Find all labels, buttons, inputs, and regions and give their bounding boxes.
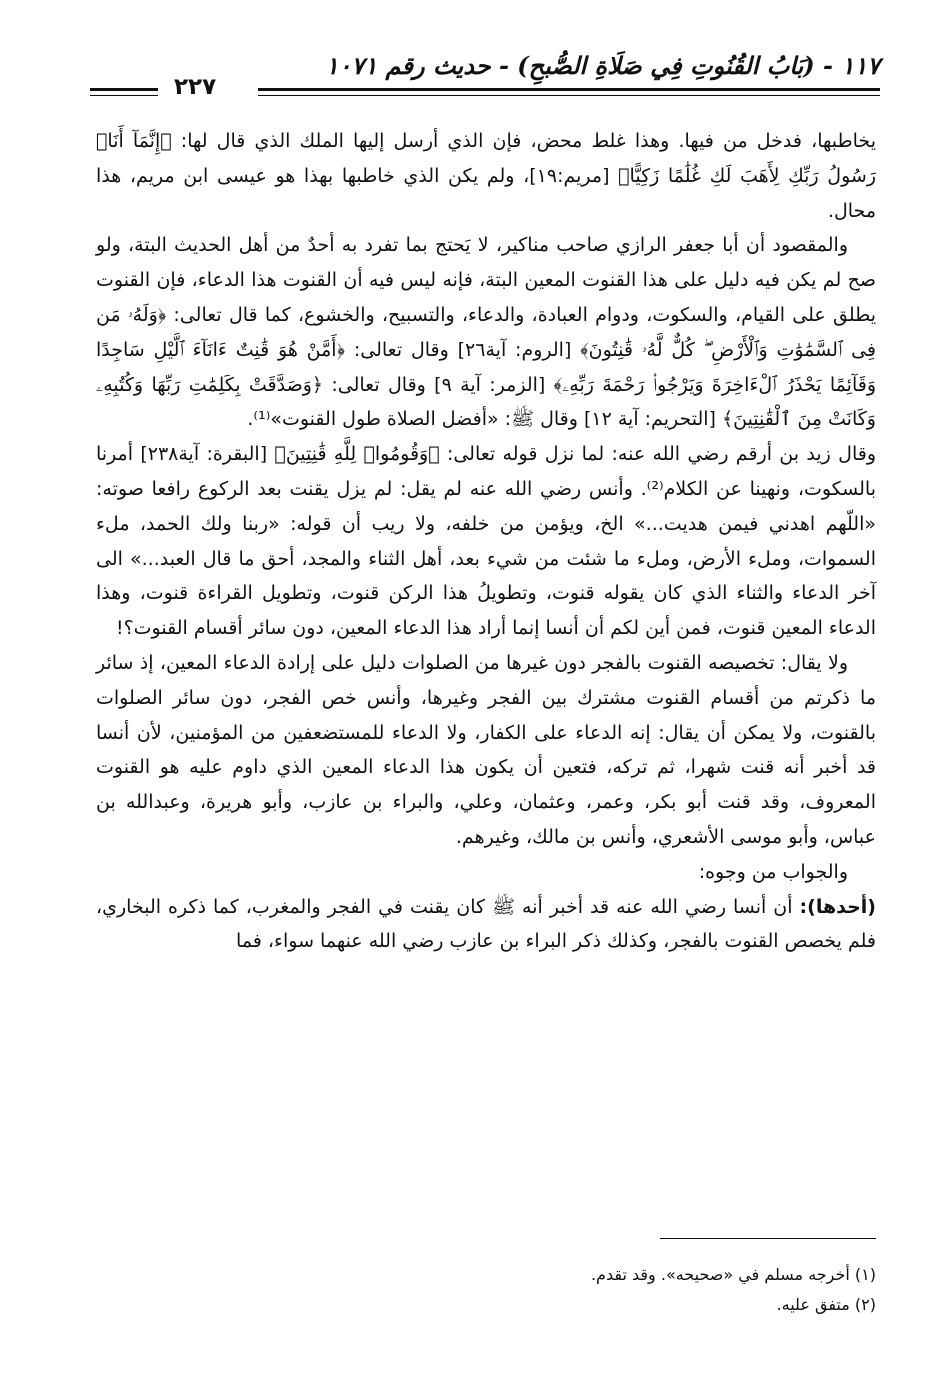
paragraph-1: يخاطبها، فدخل من فيها. وهذا غلط محض، فإن الذي أرسل إليها الملك الذي قال لها: ﴿إِنَّمَآ أَنَا۠ رَسُولُ رَبِّكِ لِأَهَبَ لَكِ غُلَٰمًا زَكِيًّا﴾ [مريم:١٩]، ولم يكن الذي خاطبها بهذا هو عيسى ابن مريم، هذا محال. xyxy=(96,130,876,222)
paragraph-6-text: أن أنسا رضي الله عنه قد أخبر أنه ﷺ كان يقنت في الفجر والمغرب، كما ذكره البخاري، فلم يخصص القنوت بالفجر، وكذلك ذكر البراء بن عازب رضي الله عنهما سواء، فما xyxy=(96,895,876,953)
point-label: (أحدها): xyxy=(799,895,876,918)
footnotes xyxy=(96,1260,876,1320)
page-number-rule-thin xyxy=(90,95,158,96)
paragraph-6 xyxy=(96,890,876,960)
header-rule-thin xyxy=(258,95,880,96)
paragraph-2: والمقصود أن أبا جعفر الرازي صاحب مناكير، لا يَحتج بما تفرد به أحدٌ من أهل الحديث البتة، ولو صح لم يكن فيه دليل على هذا القنوت المعين البتة، فإنه ليس فيه أن القنوت هذا الدعاء، فإن القنوت يطلق على القيام، والسكوت، ودوام العبادة، والدعاء، والتسبيح، والخشوع، كما قال تعالى: ﴿وَلَهُۥ مَن فِى ٱلسَّمَٰوَٰتِ وَٱلْأَرْضِ ۖ كُلٌّ لَّهُۥ قَٰنِتُونَ﴾ [الروم: آية٢٦] وقال تعالى: ﴿أَمَّنْ هُوَ قَٰنِتٌ ءَانَآءَ ٱلَّيْلِ سَاجِدًا وَقَآئِمًا يَحْذَرُ ٱلْءَاخِرَةَ وَيَرْجُوا۟ رَحْمَةَ رَبِّهِۦ﴾ [الزمر: آية ٩] وقال تعالى: ﴿وَصَدَّقَتْ بِكَلِمَٰتِ رَبِّهَا وَكُتُبِهِۦ وَكَانَتْ مِنَ ٱلْقَٰنِتِينَ﴾ [التحريم: آية ١٢] وقال ﷺ: «أفضل الصلاة طول القنوت»⁽¹⁾. xyxy=(96,234,877,431)
page-number: ٢٢٧ xyxy=(174,74,217,100)
header-rule-thick xyxy=(258,88,880,91)
page-header xyxy=(90,46,880,104)
footnote-divider xyxy=(660,1238,876,1239)
paragraph-5: والجواب من وجوه: xyxy=(698,860,848,883)
footnote-2: (٢) متفق عليه. xyxy=(776,1295,876,1314)
main-text xyxy=(96,124,876,959)
page-number-rule-thick xyxy=(90,88,158,91)
paragraph-3: وقال زيد بن أرقم رضي الله عنه: لما نزل قوله تعالى: ﴿وَقُومُوا۟ لِلَّهِ قَٰنِتِينَ﴾ [البقرة: آية٢٣٨] أمرنا بالسكوت، ونهينا عن الكلام⁽²⁾. وأنس رضي الله عنه لم يقل: لم يزل يقنت بعد الركوع رافعا صوته: «اللّهم اهدني فيمن هديت...» الخ، ويؤمن من خلفه، ولا ريب أن قوله: «ربنا ولك الحمد، ملء السموات، وملء الأرض، وملء ما شئت من شيء بعد، أهل الثناء والمجد، أحق ما قال العبد...» الى آخر الدعاء والثناء الذي كان يقوله قنوت، وتطويلُ هذا الركن قنوت، وتطويل القراءة قنوت، وهذا الدعاء المعين قنوت، فمن أين لكم أن أنسا إنما أراد هذا الدعاء المعين، دون سائر أقسام القنوت؟! xyxy=(96,443,876,640)
footnote-1: (١) أخرجه مسلم في «صحيحه». وقد تقدم. xyxy=(590,1265,876,1284)
running-head: ١١٧ - (بَابُ القُنُوتِ فِي صَلَاةِ الصُّبحِ) - حديث رقم ١٠٧١ xyxy=(325,51,880,80)
paragraph-4: ولا يقال: تخصيصه القنوت بالفجر دون غيرها من الصلوات دليل على إرادة الدعاء المعين، إذ سائر ما ذكرتم من أقسام القنوت مشترك بين الفجر وغيرها، وأنس خص الفجر، دون سائر الصلوات بالقنوت، ولا يمكن أن يقال: إنه الدعاء على الكفار، ولا الدعاء للمستضعفين من المؤمنين، لأن أنسا قد أخبر أنه قنت شهرا، ثم تركه، فتعين أن يكون هذا الدعاء المعين الذي داوم عليه هو القنوت المعروف، وقد قنت أبو بكر، وعمر، وعثمان، وعلي، والبراء بن عازب، وأبو هريرة، وعبدالله بن عباس، وأبو موسى الأشعري، وأنس بن مالك، وغيرهم. xyxy=(96,651,876,848)
